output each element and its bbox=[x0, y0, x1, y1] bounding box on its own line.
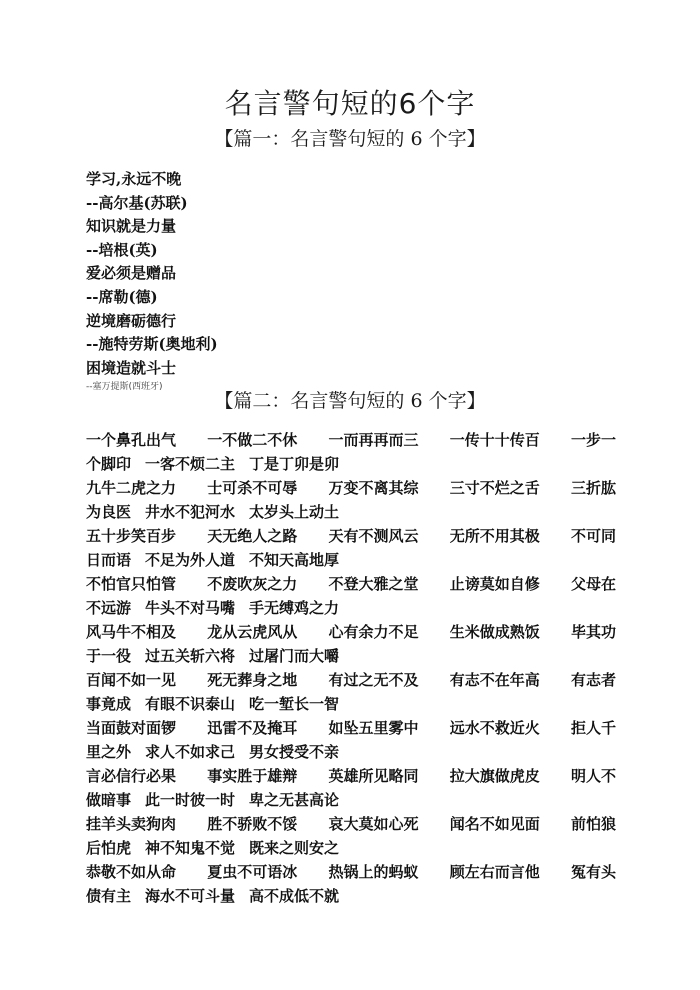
idiom-row bbox=[86, 620, 616, 644]
idiom: 男女授受不亲 bbox=[249, 743, 340, 761]
idiom: 牛头不对马嘴 bbox=[145, 599, 236, 617]
idiom-row bbox=[86, 644, 616, 668]
idiom: 不可同 bbox=[570, 527, 616, 545]
idiom-row bbox=[86, 476, 616, 500]
idiom-row bbox=[86, 524, 616, 548]
idiom: 不足为外人道 bbox=[145, 551, 236, 569]
idiom: 拒人千 bbox=[570, 719, 616, 737]
idiom: 毕其功 bbox=[570, 623, 616, 641]
idiom: 龙从云虎风从 bbox=[207, 623, 298, 641]
idiom: 天有不测风云 bbox=[328, 527, 419, 545]
idiom: 海水不可斗量 bbox=[145, 887, 236, 905]
idiom: 不远游 bbox=[86, 599, 132, 617]
idiom: 一客不烦二主 bbox=[145, 455, 236, 473]
idiom: 热锅上的蚂蚁 bbox=[328, 863, 419, 881]
quote-line: 逆境磨砺德行 bbox=[86, 311, 177, 330]
idiom: 既来之则安之 bbox=[249, 839, 340, 857]
idiom: 如坠五里雾中 bbox=[328, 719, 419, 737]
idiom: 一而再再而三 bbox=[328, 431, 419, 449]
idiom: 为良医 bbox=[86, 503, 132, 521]
idiom: 夏虫不可语冰 bbox=[207, 863, 298, 881]
idiom: 神不知鬼不觉 bbox=[145, 839, 236, 857]
quote-line: 困境造就斗士 bbox=[86, 358, 177, 377]
idiom: 百闻不如一见 bbox=[86, 671, 177, 689]
idiom-row bbox=[86, 692, 616, 716]
idiom: 不知天高地厚 bbox=[249, 551, 340, 569]
idiom: 恭敬不如从命 bbox=[86, 863, 177, 881]
idiom: 死无葬身之地 bbox=[207, 671, 298, 689]
idiom-row bbox=[86, 500, 616, 524]
idiom: 风马牛不相及 bbox=[86, 623, 177, 641]
quote-line: 知识就是力量 bbox=[86, 217, 177, 236]
idiom-row bbox=[86, 812, 616, 836]
idiom: 做暗事 bbox=[86, 791, 132, 809]
idiom: 事实胜于雄辩 bbox=[207, 767, 298, 785]
idiom: 胜不骄败不馁 bbox=[207, 815, 298, 833]
idiom: 事竟成 bbox=[86, 695, 132, 713]
idiom: 挂羊头卖狗肉 bbox=[86, 815, 177, 833]
idiom: 井水不犯河水 bbox=[145, 503, 236, 521]
idiom-list bbox=[86, 428, 616, 908]
idiom: 高不成低不就 bbox=[249, 887, 340, 905]
idiom: 哀大莫如心死 bbox=[328, 815, 419, 833]
idiom: 顾左右而言他 bbox=[449, 863, 540, 881]
idiom: 手无缚鸡之力 bbox=[249, 599, 340, 617]
idiom: 九牛二虎之力 bbox=[86, 479, 177, 497]
idiom: 吃一堑长一智 bbox=[249, 695, 340, 713]
idiom: 过五关斩六将 bbox=[145, 647, 236, 665]
idiom: 过屠门而大嚼 bbox=[249, 647, 340, 665]
idiom: 生米做成熟饭 bbox=[449, 623, 540, 641]
section-2-heading: 【篇二：名言警句短的 6 个字】 bbox=[214, 390, 486, 412]
idiom: 迅雷不及掩耳 bbox=[207, 719, 298, 737]
idiom: 此一时彼一时 bbox=[145, 791, 236, 809]
idiom-row bbox=[86, 884, 616, 908]
quote-attribution: --高尔基(苏联) bbox=[86, 193, 188, 212]
idiom: 个脚印 bbox=[86, 455, 132, 473]
quote-line: 爱必须是赠品 bbox=[86, 264, 177, 283]
idiom-row bbox=[86, 428, 616, 452]
quote-attribution: --培根(英) bbox=[86, 240, 158, 259]
quote-attribution-small: --塞万提斯(西班牙) bbox=[86, 382, 163, 393]
idiom: 一步一 bbox=[570, 431, 616, 449]
idiom: 有眼不识泰山 bbox=[145, 695, 236, 713]
idiom: 心有余力不足 bbox=[328, 623, 419, 641]
idiom: 求人不如求己 bbox=[145, 743, 236, 761]
idiom: 有过之无不及 bbox=[328, 671, 419, 689]
idiom-row bbox=[86, 596, 616, 620]
idiom: 有志者 bbox=[570, 671, 616, 689]
idiom: 明人不 bbox=[570, 767, 616, 785]
idiom-row bbox=[86, 836, 616, 860]
idiom: 三寸不烂之舌 bbox=[449, 479, 540, 497]
idiom: 有志不在年高 bbox=[449, 671, 540, 689]
idiom: 后怕虎 bbox=[86, 839, 132, 857]
idiom-row bbox=[86, 548, 616, 572]
idiom: 言必信行必果 bbox=[86, 767, 177, 785]
idiom: 前怕狼 bbox=[570, 815, 616, 833]
idiom: 拉大旗做虎皮 bbox=[449, 767, 540, 785]
idiom: 士可杀不可辱 bbox=[207, 479, 298, 497]
idiom: 里之外 bbox=[86, 743, 132, 761]
idiom: 一传十十传百 bbox=[449, 431, 540, 449]
idiom-row bbox=[86, 716, 616, 740]
quote-list bbox=[86, 168, 386, 393]
idiom: 英雄所见略同 bbox=[328, 767, 419, 785]
idiom: 太岁头上动土 bbox=[249, 503, 340, 521]
page-title: 名言警句短的6个字 bbox=[224, 87, 476, 120]
idiom: 当面鼓对面锣 bbox=[86, 719, 177, 737]
idiom: 止谤莫如自修 bbox=[449, 575, 540, 593]
quote-attribution: --席勒(德) bbox=[86, 287, 158, 306]
idiom: 不废吹灰之力 bbox=[207, 575, 298, 593]
idiom: 丁是丁卯是卯 bbox=[249, 455, 340, 473]
idiom: 天无绝人之路 bbox=[207, 527, 298, 545]
idiom: 于一役 bbox=[86, 647, 132, 665]
idiom-row bbox=[86, 788, 616, 812]
idiom: 一不做二不休 bbox=[207, 431, 298, 449]
section-1-heading: 【篇一：名言警句短的 6 个字】 bbox=[214, 128, 486, 150]
idiom: 日而语 bbox=[86, 551, 132, 569]
idiom: 卑之无甚高论 bbox=[249, 791, 340, 809]
idiom-row bbox=[86, 452, 616, 476]
quote-line: 学习,永远不晚 bbox=[86, 170, 182, 188]
idiom: 万变不离其综 bbox=[328, 479, 419, 497]
idiom: 远水不救近火 bbox=[449, 719, 540, 737]
idiom: 闻名不如见面 bbox=[449, 815, 540, 833]
idiom: 债有主 bbox=[86, 887, 132, 905]
idiom: 一个鼻孔出气 bbox=[86, 431, 177, 449]
idiom: 父母在 bbox=[570, 575, 616, 593]
idiom: 不怕官只怕管 bbox=[86, 575, 177, 593]
idiom: 无所不用其极 bbox=[449, 527, 540, 545]
idiom-row bbox=[86, 668, 616, 692]
quote-attribution: --施特劳斯(奥地利) bbox=[86, 335, 218, 354]
idiom: 冤有头 bbox=[570, 863, 616, 881]
idiom: 不登大雅之堂 bbox=[328, 575, 419, 593]
idiom-row bbox=[86, 764, 616, 788]
idiom-row bbox=[86, 740, 616, 764]
idiom-row bbox=[86, 860, 616, 884]
idiom-row bbox=[86, 572, 616, 596]
idiom: 三折肱 bbox=[570, 479, 616, 497]
idiom: 五十步笑百步 bbox=[86, 527, 177, 545]
